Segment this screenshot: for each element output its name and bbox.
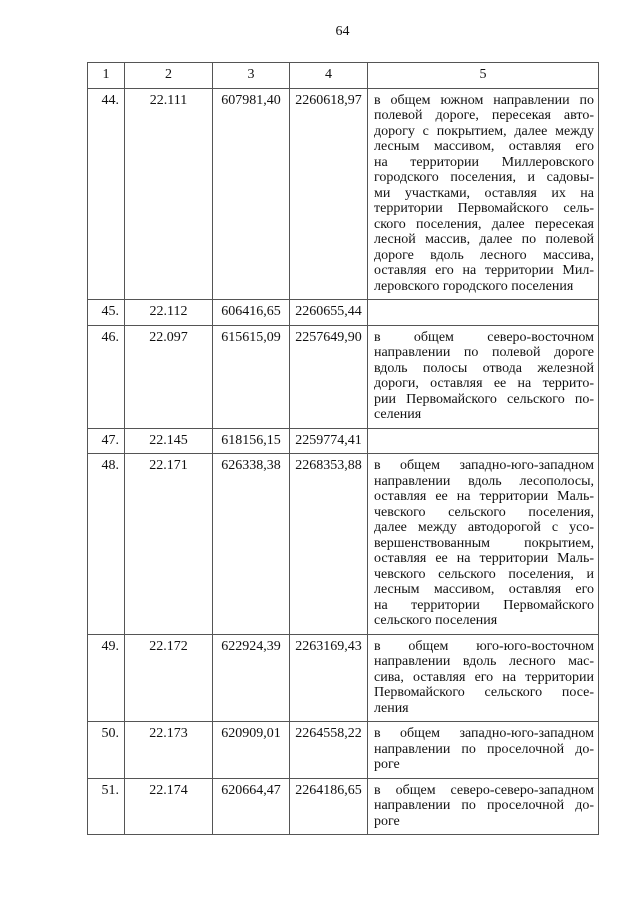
description-line: в общем юго-юго-восточном [374, 638, 594, 654]
description-line: ми участками, оставляя их на [374, 185, 594, 201]
boundary-description [368, 722, 599, 779]
boundary-points-table [87, 62, 599, 835]
description-line: сива, оставляя его на территории [374, 669, 594, 685]
description-line: оставляя его на территории Мил- [374, 263, 594, 278]
row-number: 45. [88, 300, 125, 326]
description-line: чевского сельского поселения, и [374, 566, 594, 582]
column-header-x: 3 [213, 63, 290, 89]
description-line: на территории Первомайского [374, 597, 594, 613]
description-line: роге [374, 757, 400, 772]
coordinate-x: 620664,47 [213, 778, 290, 835]
coordinate-y: 2268353,88 [290, 454, 368, 635]
table-row [88, 88, 599, 300]
description-line: территории Первомайского сель- [374, 201, 594, 216]
description-line: оставляя ее на территории Маль- [374, 551, 594, 566]
description-line: лесным массивом, оставляя его [374, 582, 594, 597]
description-line: далее между автодорогой с усо- [374, 520, 594, 535]
description-line: ления [374, 700, 409, 716]
column-header-point: 2 [125, 63, 213, 89]
description-line: в общем западно-юго-западном [374, 726, 594, 741]
table-row [88, 300, 599, 326]
row-number: 48. [88, 454, 125, 635]
boundary-description [368, 454, 599, 635]
description-line: оставляя ее на территории Маль- [374, 489, 594, 504]
point-id: 22.174 [125, 778, 213, 835]
row-number: 49. [88, 634, 125, 722]
point-id: 22.173 [125, 722, 213, 779]
column-header-number: 1 [88, 63, 125, 89]
coordinate-x: 607981,40 [213, 88, 290, 300]
boundary-description [368, 428, 599, 454]
coordinate-y: 2260618,97 [290, 88, 368, 300]
row-number: 51. [88, 778, 125, 835]
description-line: дорогу с покрытием, далее между [374, 123, 594, 139]
table-row [88, 454, 599, 635]
coordinate-x: 615615,09 [213, 325, 290, 428]
coordinate-x: 606416,65 [213, 300, 290, 326]
coordinate-y: 2260655,44 [290, 300, 368, 326]
table-header-row [88, 63, 599, 89]
description-line: рии Первомайского сельского по- [374, 391, 594, 407]
table-row [88, 325, 599, 428]
description-line: в общем западно-юго-западном [374, 458, 594, 473]
description-line: вершенствованным покрытием, [374, 535, 594, 551]
page-number: 64 [335, 24, 350, 39]
description-line: селения [374, 407, 422, 422]
coordinate-y: 2264186,65 [290, 778, 368, 835]
point-id: 22.172 [125, 634, 213, 722]
description-line: в общем северо-северо-западном [374, 782, 594, 798]
coordinate-y: 2257649,90 [290, 325, 368, 428]
description-line: чевского сельского поселения, [374, 504, 594, 520]
table-row [88, 778, 599, 835]
coordinate-x: 620909,01 [213, 722, 290, 779]
coordinate-y: 2263169,43 [290, 634, 368, 722]
description-line: вдоль полосы отвода железной [374, 360, 594, 376]
row-number: 44. [88, 88, 125, 300]
description-line: леровского городского поселения [374, 278, 574, 294]
description-line: направлении по полевой дороге [374, 345, 594, 360]
description-line: на территории Миллеровского [374, 154, 594, 170]
point-id: 22.171 [125, 454, 213, 635]
point-id: 22.097 [125, 325, 213, 428]
row-number: 50. [88, 722, 125, 779]
point-id: 22.145 [125, 428, 213, 454]
table-row [88, 634, 599, 722]
description-line: ского поселения, далее пересекая [374, 216, 594, 232]
coordinate-y: 2264558,22 [290, 722, 368, 779]
description-line: направлении по проселочной до- [374, 798, 594, 813]
description-line: роге [374, 813, 400, 829]
description-line: дороге вдоль лесного массива, [374, 247, 594, 263]
description-line: направлении по проселочной до- [374, 741, 594, 757]
description-line: направлении вдоль лесополосы, [374, 473, 594, 489]
point-id: 22.111 [125, 88, 213, 300]
table-row [88, 428, 599, 454]
description-line: направлении вдоль лесного мас- [374, 654, 594, 669]
description-line: дороги, оставляя ее на террито- [374, 376, 594, 391]
column-header-description: 5 [368, 63, 599, 89]
description-line: лесной массив, далее по полевой [374, 232, 594, 247]
description-line: в общем южном направлении по [374, 92, 594, 108]
description-line: сельского поселения [374, 613, 498, 628]
coordinate-x: 622924,39 [213, 634, 290, 722]
coordinate-x: 618156,15 [213, 428, 290, 454]
table-row [88, 722, 599, 779]
point-id: 22.112 [125, 300, 213, 326]
coordinate-x: 626338,38 [213, 454, 290, 635]
boundary-description [368, 300, 599, 326]
description-line: Первомайского сельского посе- [374, 685, 594, 700]
boundary-description [368, 778, 599, 835]
boundary-description [368, 325, 599, 428]
boundary-description [368, 634, 599, 722]
description-line: в общем северо-восточном [374, 329, 594, 345]
description-line: лесным массивом, оставляя его [374, 139, 594, 154]
description-line: полевой дороге, пересекая авто- [374, 108, 594, 123]
column-header-y: 4 [290, 63, 368, 89]
description-line: городского поселения, и садовы- [374, 170, 594, 185]
coordinate-y: 2259774,41 [290, 428, 368, 454]
boundary-description [368, 88, 599, 300]
row-number: 46. [88, 325, 125, 428]
row-number: 47. [88, 428, 125, 454]
